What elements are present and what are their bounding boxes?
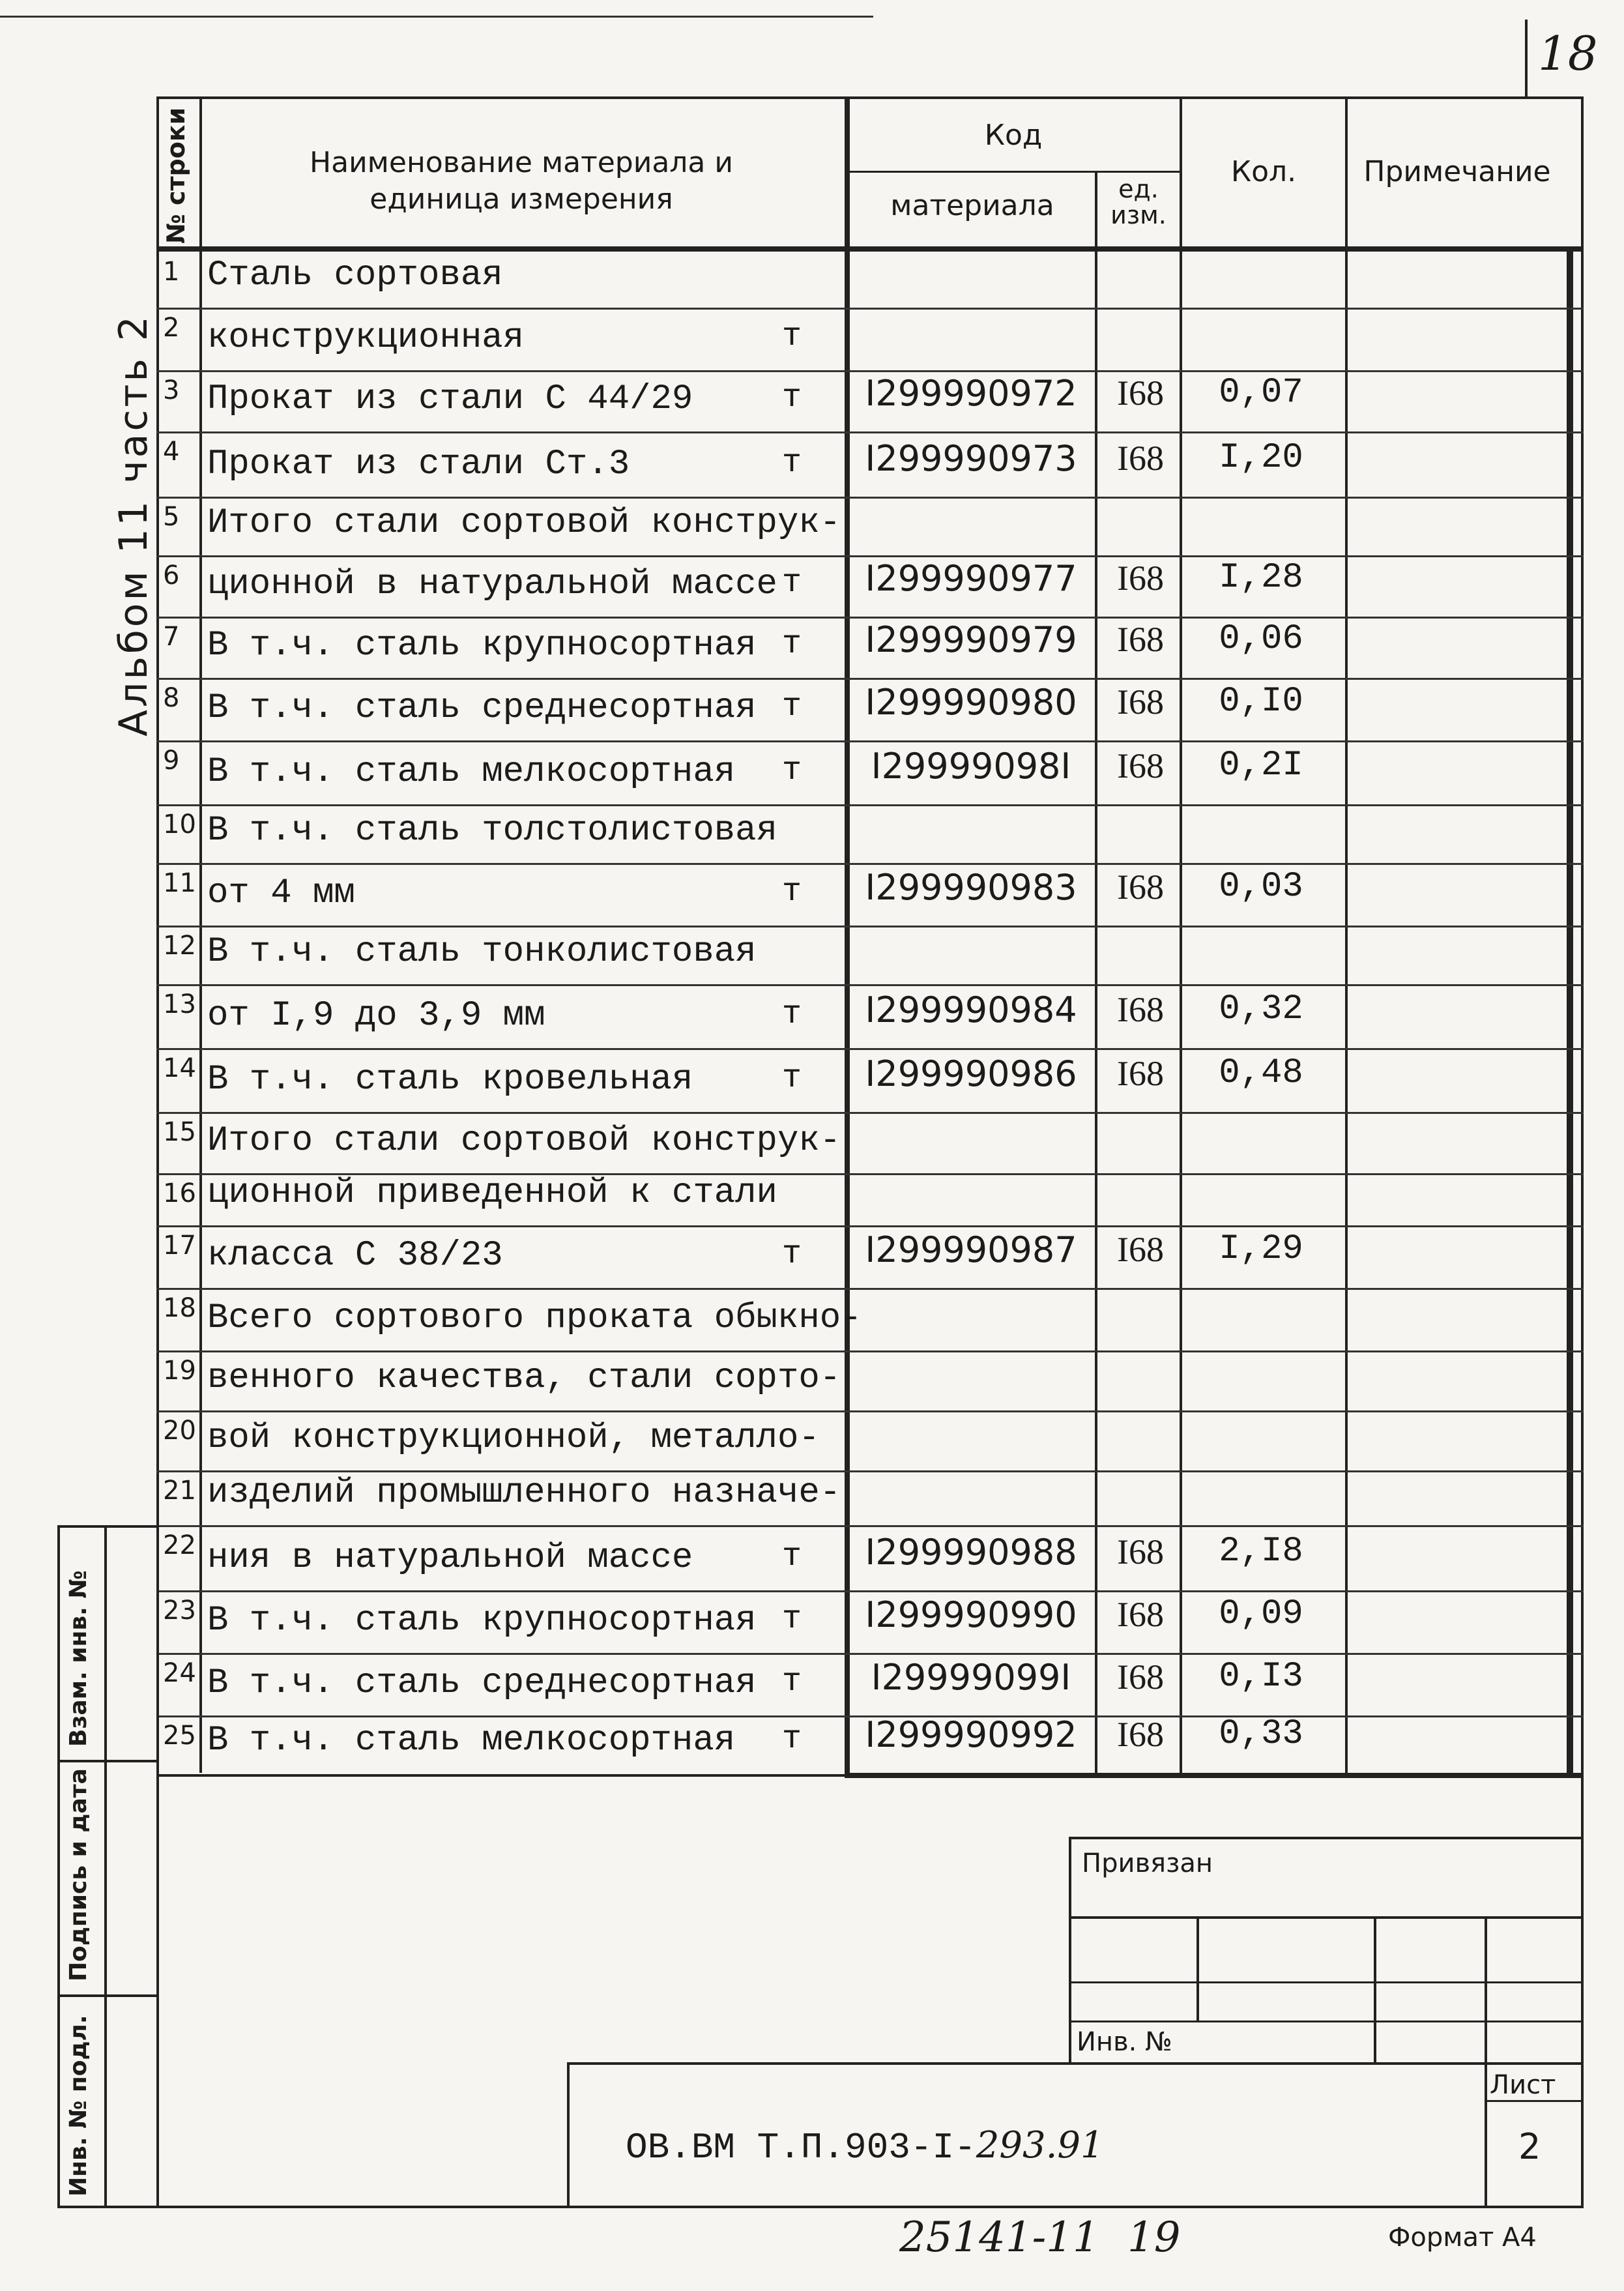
row-qty: I,20 [1219,438,1303,478]
row-divider [156,431,1584,433]
row-qty: 0,I3 [1219,1657,1303,1697]
row-name: ционной в натуральной массе [207,564,777,604]
header-note: Примечание [1363,155,1551,188]
row-name: В т.ч. сталь мелкосортная [207,752,736,792]
row-name: конструкционная [207,318,525,358]
row-divider [156,1225,1584,1227]
row-ed: I68 [1117,682,1164,722]
row-number: 15 [163,1117,196,1147]
row-code: I29999098I [871,746,1071,787]
row-ed: I68 [1117,373,1164,413]
row-number: 6 [163,561,180,591]
row-number: 9 [163,746,180,776]
header-code-group: Код [984,119,1043,152]
table-bottom-line [845,1773,1584,1778]
row-number: 12 [163,931,196,961]
row-code: I299990979 [865,619,1077,660]
row-divider [156,308,1584,310]
row-divider [156,678,1584,680]
row-name: ционной приведенной к стали [207,1173,777,1213]
row-number: 13 [163,989,196,1019]
designation-printed: ОВ.ВМ Т.П.903-I- [626,2127,976,2168]
row-name: В т.ч. сталь крупносортная [207,1601,757,1641]
row-ed: I68 [1117,1230,1164,1269]
row-code: I299990986 [865,1053,1077,1094]
page-corner-line [1525,20,1528,96]
stamp-designation [626,2123,1104,2168]
stamp-vline-2 [1374,1916,1376,2065]
stamp-list-label: Лист [1490,2070,1556,2100]
row-number: 18 [163,1293,196,1323]
row-divider [156,804,1584,806]
header-code-material: материала [890,189,1054,222]
row-ed: I68 [1117,1532,1164,1571]
row-number: 23 [163,1596,196,1626]
row-divider [156,863,1584,865]
top-border-line [0,16,873,18]
header-code-unit: ед. изм. [1110,175,1167,229]
row-divider [156,740,1584,742]
row-number: 11 [163,868,196,898]
row-unit: т [782,1721,802,1758]
designation-handwritten: 293.91 [976,2124,1104,2167]
row-unit: т [782,1236,802,1273]
row-unit: т [782,688,802,725]
left-margin-sep-1 [57,1760,159,1762]
header-name: Наименование материала и единица измерения [310,146,733,216]
footer-handwritten-page: 19 [1127,2213,1181,2262]
row-name: Прокат из стали С 44/29 [207,379,693,419]
header-bottom-line [156,246,1584,252]
row-name: Итого стали сортовой конструк- [207,1121,841,1161]
row-divider [156,1048,1584,1050]
row-number: 10 [163,810,196,839]
row-ed: I68 [1117,1054,1164,1093]
row-number: 22 [163,1530,196,1560]
row-divider [156,370,1584,372]
row-unit: т [782,873,802,911]
stamp-line-2 [1069,1981,1584,1983]
row-code: I299990972 [865,373,1077,414]
row-qty: 0,2I [1219,746,1303,785]
row-unit: т [782,626,802,663]
table-bottom-line-left [156,1774,847,1777]
row-qty: 0,32 [1219,989,1303,1029]
row-ed: I68 [1117,990,1164,1029]
row-number: 24 [163,1658,196,1688]
row-divider [156,1350,1584,1352]
row-code: I29999099I [871,1657,1071,1698]
row-number: 5 [163,502,180,532]
row-number: 17 [163,1231,196,1261]
row-code: I299990987 [865,1229,1077,1270]
row-code: I299990988 [865,1532,1077,1573]
row-divider [156,617,1584,619]
footer-format: Формат А4 [1388,2223,1537,2253]
header-qty: Кол. [1230,155,1297,188]
row-number: 19 [163,1356,196,1386]
stamp-list-value: 2 [1518,2126,1541,2167]
page-number-handwritten: 18 [1538,26,1598,81]
stamp-line-3 [1069,2021,1584,2022]
row-code: I299990977 [865,558,1077,599]
stamp-vline-1 [1196,1916,1199,2021]
footer-handwritten-code: 25141-11 [899,2213,1099,2262]
row-number: 16 [163,1178,196,1208]
row-name: венного качества, стали сорто- [207,1358,841,1398]
row-number: 21 [163,1476,196,1506]
row-number: 14 [163,1053,196,1083]
row-name: ния в натуральной массе [207,1538,693,1578]
row-divider [156,1653,1584,1655]
code-group-divider [847,171,1181,173]
row-qty: 2,I8 [1219,1532,1303,1571]
row-ed: I68 [1117,868,1164,907]
row-unit: т [782,1538,802,1575]
row-qty: 0,07 [1219,373,1303,413]
row-name: В т.ч. сталь мелкосортная [207,1721,736,1760]
row-divider [156,1590,1584,1592]
row-ed: I68 [1117,620,1164,659]
row-code: I299990984 [865,989,1077,1030]
row-code: I299990992 [865,1714,1077,1755]
album-label: Альбом 11 часть 2 [111,314,156,737]
row-divider [156,1470,1584,1472]
row-name: Прокат из стали Ст.3 [207,445,630,484]
stamp-vline-3 [1485,1916,1487,2065]
row-divider [156,926,1584,927]
col-unit-line [1180,96,1182,1773]
stamp-list-divider [1485,2062,1487,2208]
row-name: Итого стали сортовой конструк- [207,503,841,543]
row-number: 7 [163,622,180,652]
row-unit: т [782,379,802,416]
row-ed: I68 [1117,1715,1164,1754]
row-divider [156,1410,1584,1412]
row-divider [156,1288,1584,1290]
row-name: В т.ч. сталь кровельная [207,1060,693,1100]
stamp-inv-no: Инв. № [1077,2027,1172,2057]
podpis-label: Подпись и дата [65,1768,92,1981]
row-divider [156,1112,1584,1114]
row-qty: 0,I0 [1219,682,1303,722]
row-qty: 0,09 [1219,1594,1303,1634]
row-ed: I68 [1117,1595,1164,1634]
row-divider [156,984,1584,986]
row-name: Сталь сортовая [207,255,503,295]
row-name: В т.ч. сталь среднесортная [207,1663,757,1703]
stamp-line-1 [1069,1916,1584,1919]
row-qty: I,28 [1219,558,1303,598]
col-rownum-line [199,96,202,1773]
row-ed: I68 [1117,559,1164,598]
row-number: 3 [163,375,180,405]
row-ed: I68 [1117,1657,1164,1697]
row-name: В т.ч. сталь тонколистовая [207,932,757,972]
row-qty: I,29 [1219,1229,1303,1269]
row-qty: 0,06 [1219,619,1303,659]
row-unit: т [782,1060,802,1097]
col-qty-line [1345,96,1348,1773]
row-name: Всего сортового проката обыкно- [207,1298,862,1338]
row-code: I299990973 [865,438,1077,479]
row-unit: т [782,1663,802,1700]
col-code-line [1095,171,1097,1773]
row-unit: т [782,1601,802,1638]
row-qty: 0,48 [1219,1053,1303,1093]
row-name: В т.ч. сталь толстолистовая [207,811,777,851]
stamp-list-line [1485,2100,1584,2102]
row-number: 20 [163,1416,196,1446]
row-divider [156,1525,1584,1527]
row-unit: т [782,996,802,1033]
vzam-label: Взам. инв. № [65,1570,92,1747]
row-qty: 0,03 [1219,867,1303,907]
left-margin-sep-2 [57,1994,159,1997]
row-name: В т.ч. сталь среднесортная [207,688,757,728]
row-name: изделий промышленного назначе- [207,1473,841,1513]
row-code: I299990980 [865,682,1077,723]
row-name: от I,9 до 3,9 мм [207,996,545,1036]
row-unit: т [782,564,802,602]
left-margin-divider [104,1525,107,2208]
row-divider [156,497,1584,499]
row-number: 2 [163,313,180,343]
header-row-no: № строки [162,107,190,244]
stamp-privyazan: Привязан [1082,1848,1213,1878]
row-qty: 0,33 [1219,1714,1303,1754]
row-number: 4 [163,437,180,467]
row-ed: I68 [1117,439,1164,478]
row-number: 1 [163,257,180,287]
row-number: 25 [163,1721,196,1751]
row-divider [156,555,1584,557]
row-unit: т [782,318,802,355]
row-ed: I68 [1117,746,1164,785]
row-unit: т [782,752,802,789]
row-name: В т.ч. сталь крупносортная [207,626,757,665]
col-right-thick [1567,252,1573,1777]
row-code: I299990990 [865,1594,1077,1635]
inv-podl-label: Инв. № подл. [65,2015,92,2196]
row-name: вой конструкционной, металло- [207,1418,820,1458]
row-name: класса С 38/23 [207,1236,503,1276]
row-number: 8 [163,683,180,713]
row-unit: т [782,445,802,482]
row-code: I299990983 [865,867,1077,908]
row-name: от 4 мм [207,873,355,913]
